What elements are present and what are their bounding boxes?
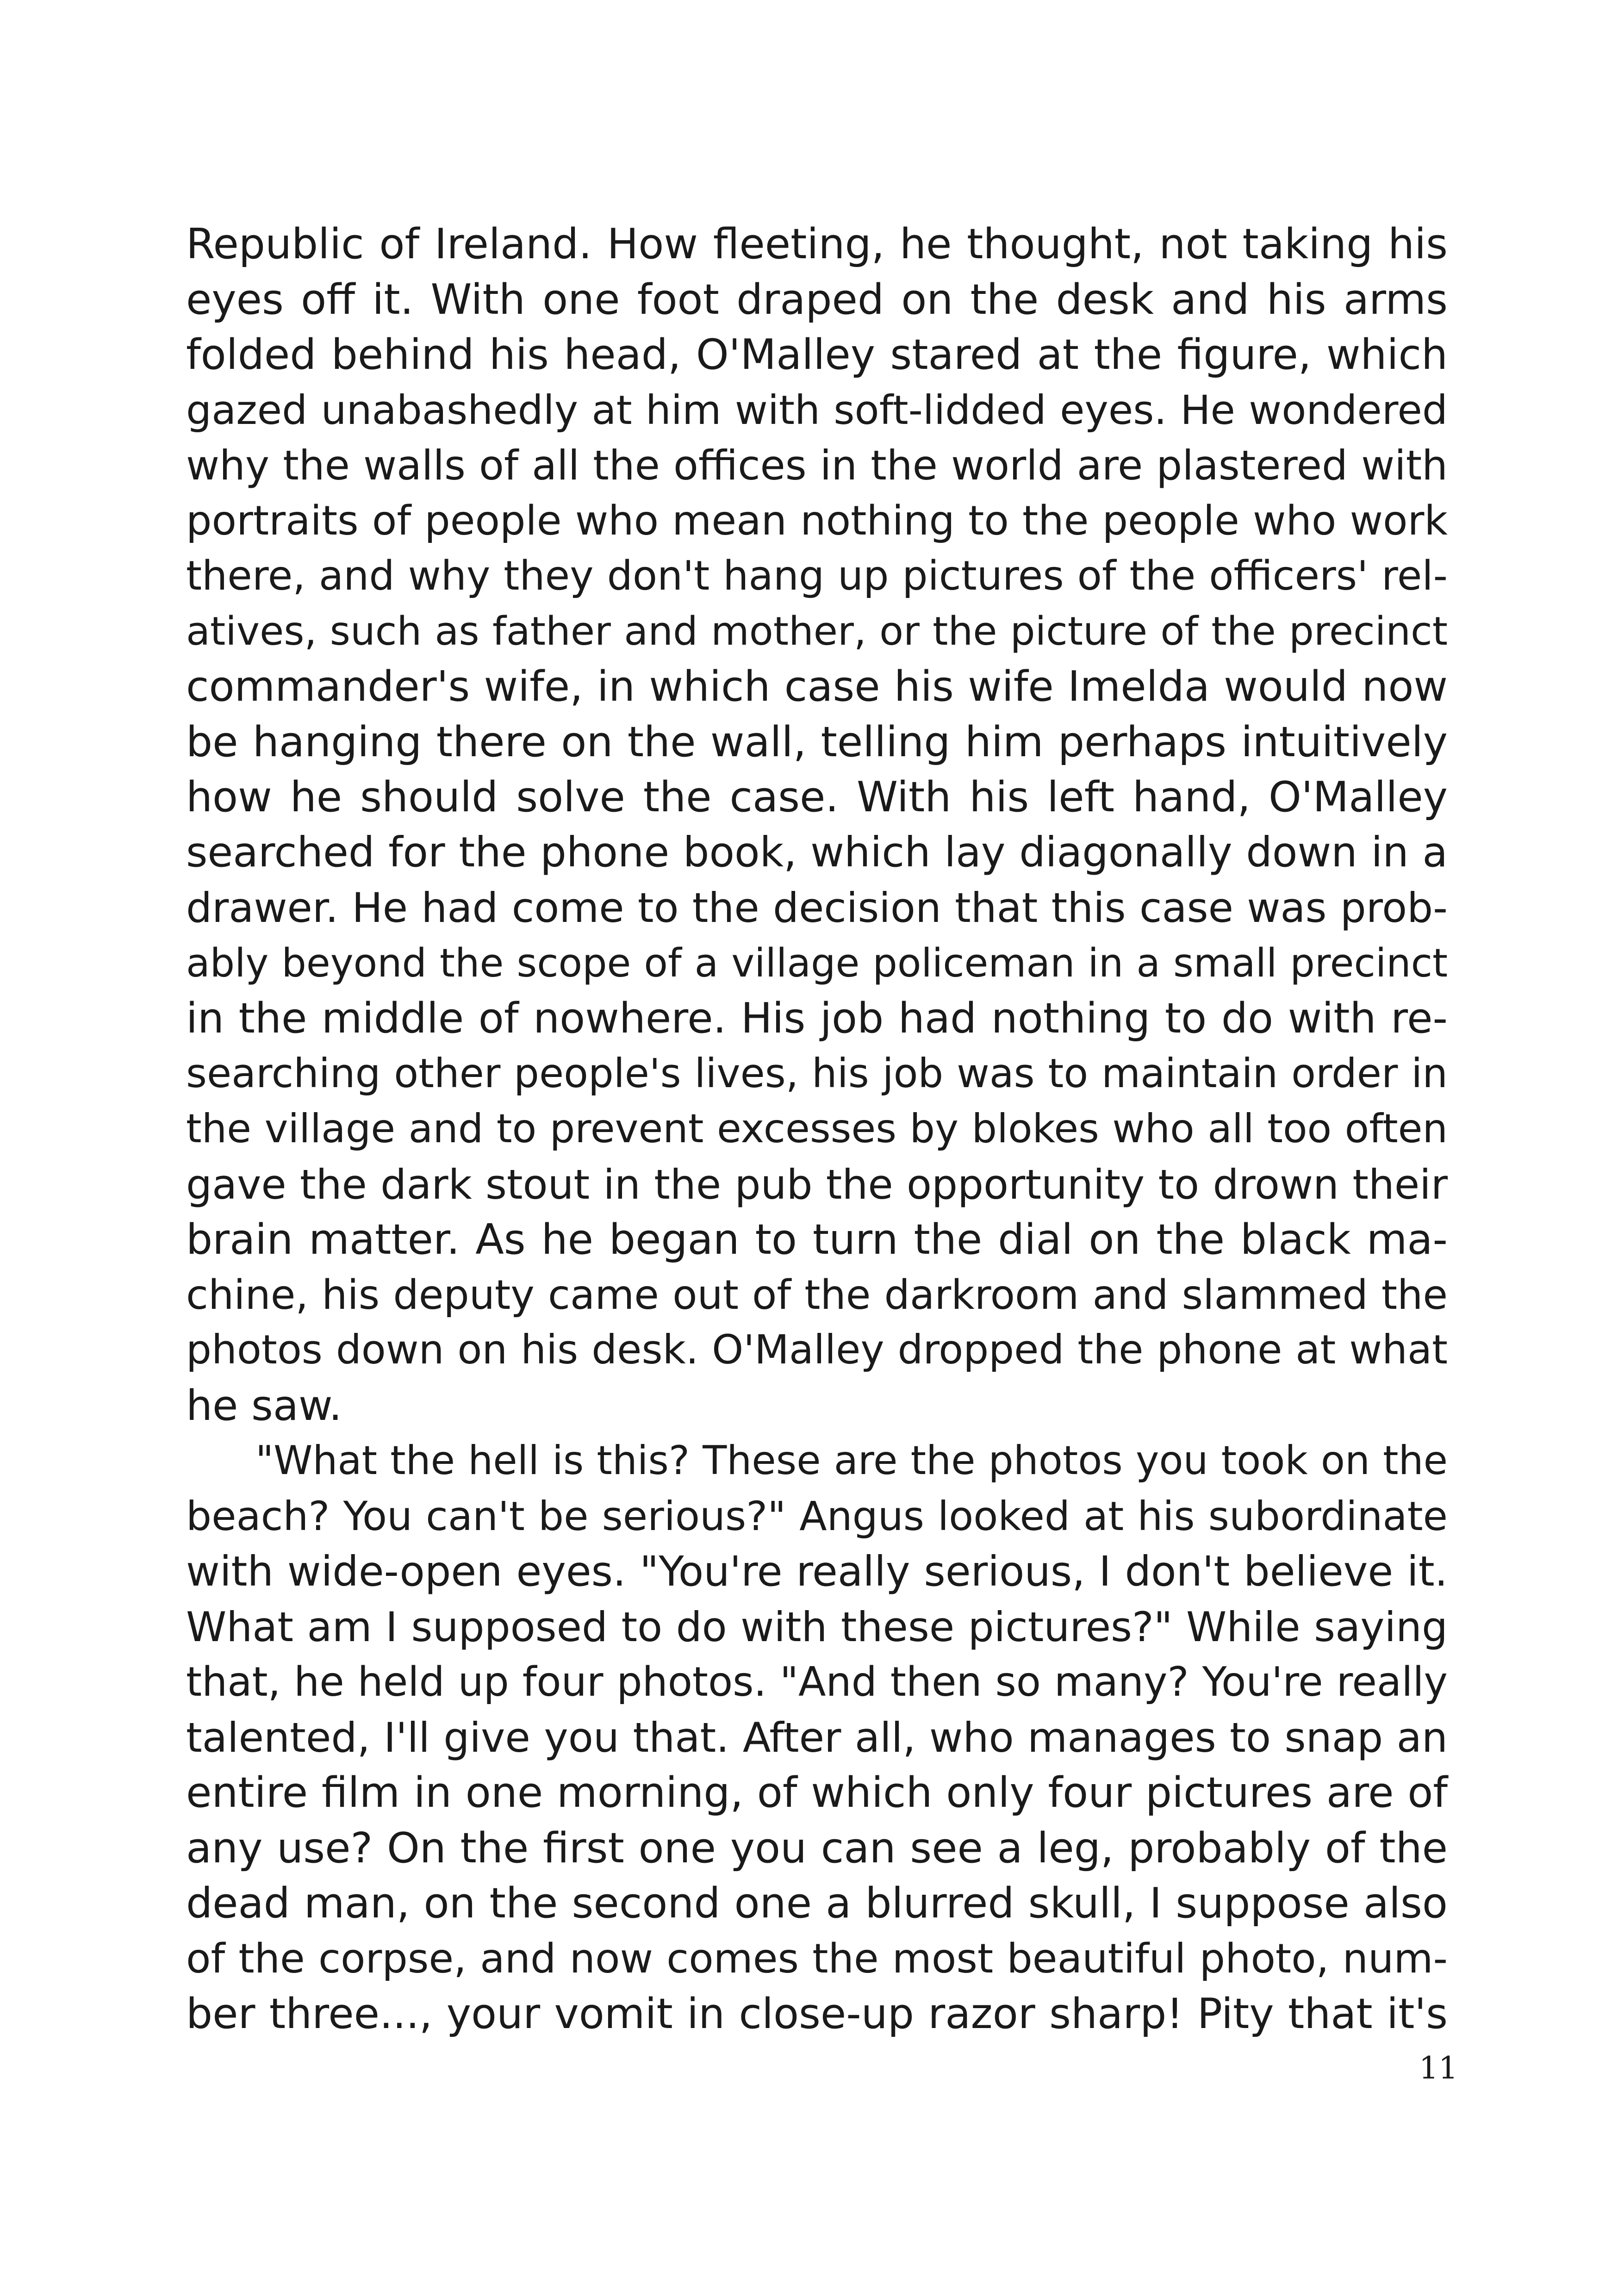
text-line: commander's wife, in which case his wife Imelda would now <box>186 662 1448 711</box>
text-line: eyes off it. With one foot draped on the desk and his arms <box>186 275 1448 324</box>
text-line: ably beyond the scope of a village policeman in a small precinct <box>186 940 1448 986</box>
text-line: he saw. <box>186 1381 342 1430</box>
text-line: how he should solve the case. With his left hand, O'Malley <box>186 773 1448 821</box>
text-line: photos down on his desk. O'Malley dropped the phone at what <box>186 1327 1448 1373</box>
text-line: the village and to prevent excesses by blokes who all too often <box>186 1106 1448 1152</box>
text-line: of the corpse, and now comes the most beautiful photo, num- <box>186 1935 1448 1982</box>
text-line: chine, his deputy came out of the darkroom and slammed the <box>186 1271 1448 1319</box>
text-line: brain matter. As he began to turn the dial on the black ma- <box>186 1215 1448 1264</box>
text-line: beach? You can't be serious?" Angus looked at his subordinate <box>186 1493 1448 1540</box>
text-line: in the middle of nowhere. His job had nothing to do with re- <box>186 994 1448 1043</box>
text-line: "What the hell is this? These are the photos you took on the <box>255 1438 1448 1484</box>
text-line: atives, such as father and mother, or the picture of the precinct <box>186 608 1448 654</box>
text-line: folded behind his head, O'Malley stared at the figure, which <box>186 330 1448 379</box>
text-line: entire film in one morning, of which only four pictures are of <box>186 1768 1448 1817</box>
text-line: gave the dark stout in the pub the opportunity to drown their <box>186 1160 1448 1208</box>
text-line: there, and why they don't hang up pictures of the officers' rel- <box>186 552 1448 599</box>
page-number: 11 <box>1419 2050 1458 2086</box>
text-line: Republic of Ireland. How fleeting, he thought, not taking his <box>186 220 1448 268</box>
body-text <box>186 217 1448 2042</box>
text-line: gazed unabashedly at him with soft-lidded eyes. He wondered <box>186 386 1448 434</box>
text-line: be hanging there on the wall, telling him perhaps intuitively <box>186 717 1448 766</box>
text-line: What am I supposed to do with these pictures?" While saying <box>186 1603 1448 1651</box>
text-line: any use? On the first one you can see a leg, probably of the <box>186 1823 1448 1873</box>
text-line: ber three..., your vomit in close-up razor sharp! Pity that it's <box>186 1990 1448 2038</box>
text-line: searched for the phone book, which lay diagonally down in a <box>186 828 1448 877</box>
text-line: with wide-open eyes. "You're really serious, I don't believe it. <box>186 1547 1448 1595</box>
text-line: dead man, on the second one a blurred skull, I suppose also <box>186 1879 1448 1928</box>
text-line: talented, I'll give you that. After all, who manages to snap an <box>186 1713 1448 1761</box>
text-line: that, he held up four photos. "And then so many? You're really <box>186 1658 1448 1705</box>
text-line: why the walls of all the offices in the world are plastered with <box>186 442 1448 489</box>
text-line: searching other people's lives, his job was to maintain order in <box>186 1050 1448 1097</box>
text-line: drawer. He had come to the decision that this case was prob- <box>186 884 1448 932</box>
text-line: portraits of people who mean nothing to the people who work <box>186 497 1448 544</box>
